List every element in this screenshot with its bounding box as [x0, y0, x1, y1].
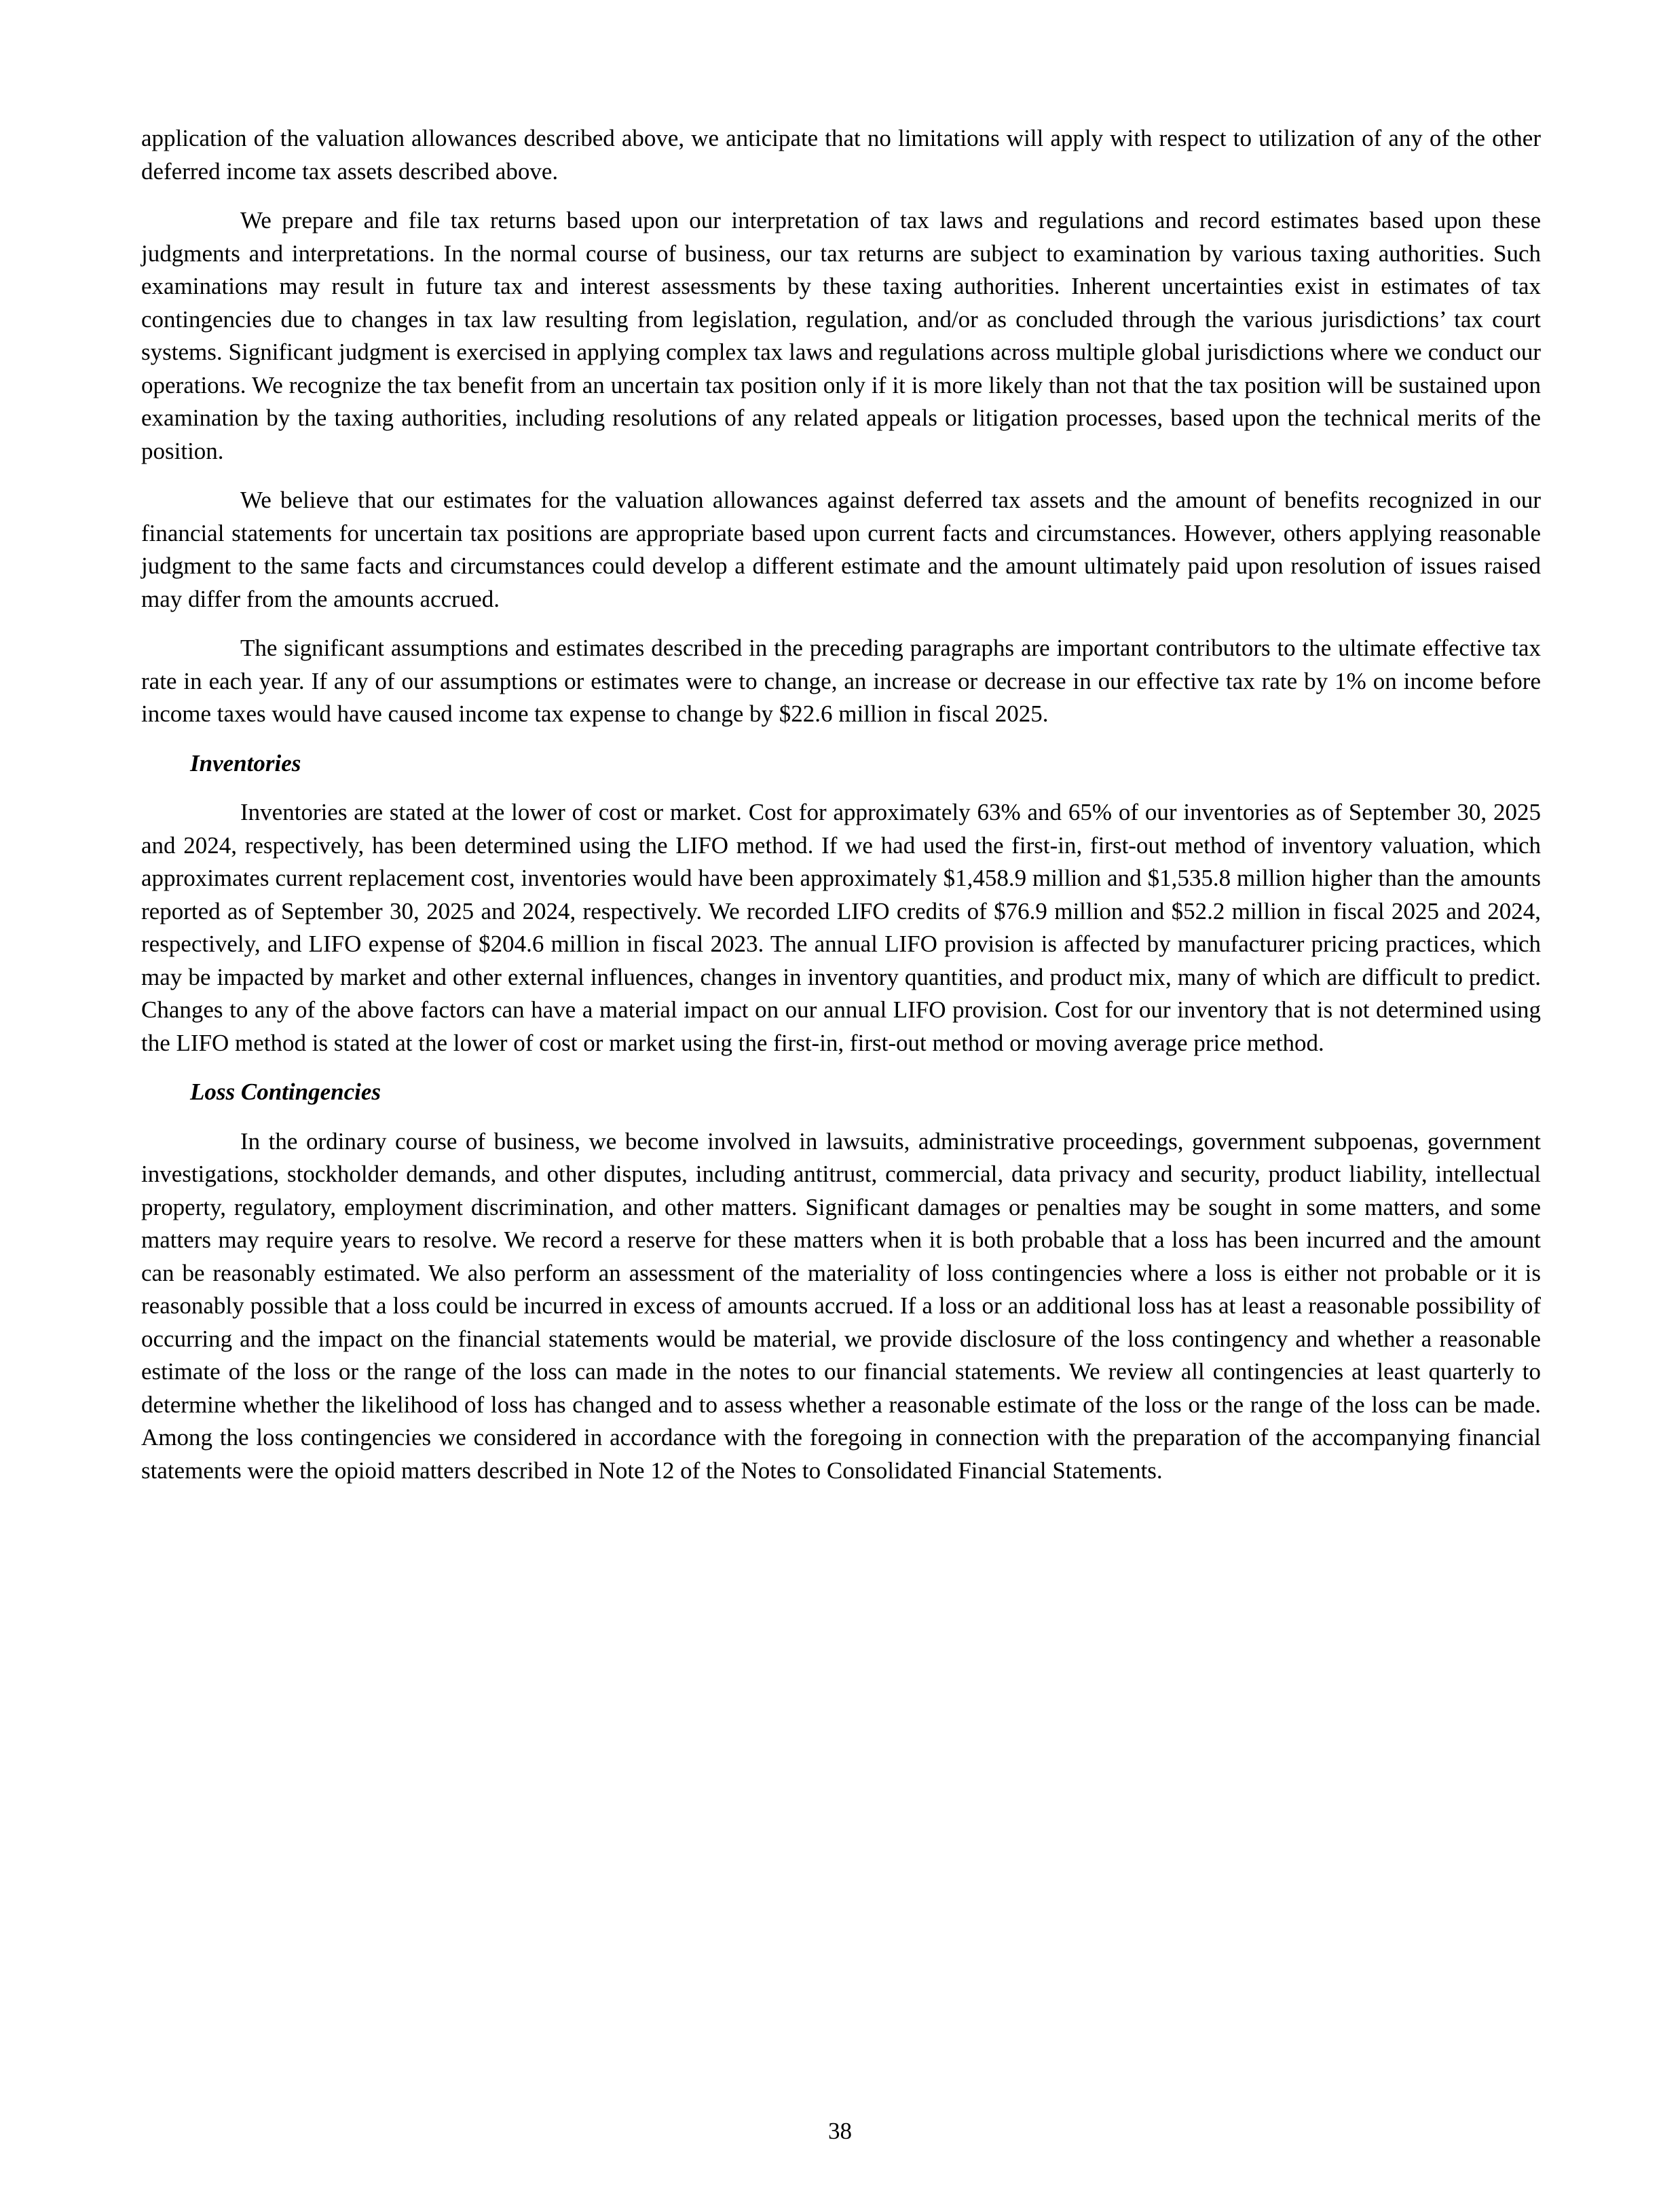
paragraph-loss-contingencies: In the ordinary course of business, we become involved in lawsuits, administrative proceedings, government subpoenas, government investigations, stockholder demands, and other disputes, including antitrust, commercial, data privacy and security, product liability, intellectual property, regulatory, employment discrimination, and other matters. Significant damages or penalties may be sought in some matters, and some matters may require years to resolve. We record a reserve for these matters when it is both probable that a loss has been incurred and the amount can be reasonably estimated. We also perform an assessment of the materiality of loss contingencies where a loss is either not probable or it is reasonably possible that a loss could be incurred in excess of amounts accrued. If a loss or an additional loss has at least a reasonable possibility of occurring and the impact on the financial statements would be material, we provide disclosure of the loss contingency and whether a reasonable estimate of the loss or the range of the loss can made in the notes to our financial statements. We review all contingencies at least quarterly to determine whether the likelihood of loss has changed and to assess whether a reasonable estimate of the loss or the range of the loss can be made. Among the loss contingencies we considered in accordance with the foregoing in connection with the preparation of the accompanying financial statements were the opioid matters described in Note 12 of the Notes to Consolidated Financial Statements.: [141, 1127, 1541, 1484]
heading-loss-contingencies: Loss Contingencies: [190, 1079, 381, 1105]
paragraph-effective-tax-rate: The significant assumptions and estimates described in the preceding paragraphs are important contributors to the ultimate effective tax rate in each year. If any of our assumptions or estimates were to change, an increase or decrease in our effective tax rate by 1% on income before income taxes would have caused income tax expense to change by $22.6 million in fiscal 2025.: [141, 635, 1541, 727]
paragraph-estimates-belief: We believe that our estimates for the valuation allowances against deferred tax assets and the amount of benefits recognized in our financial statements for uncertain tax positions are appropriate based upon current facts and circumstances. However, others applying reasonable judgment to the same facts and circumstances could develop a different estimate and the amount ultimately paid upon resolution of issues raised may differ from the amounts accrued.: [141, 487, 1541, 612]
paragraph-inventories: Inventories are stated at the lower of cost or market. Cost for approximately 63% and 65% of our inventories as of September 30, 2025 and 2024, respectively, has been determined using the LIFO method. If we had used the first-in, first-out method of inventory valuation, which approximates current replacement cost, inventories would have been approximately $1,458.9 million and $1,535.8 million higher than the amounts reported as of September 30, 2025 and 2024, respectively. We recorded LIFO credits of $76.9 million and $52.2 million in fiscal 2025 and 2024, respectively, and LIFO expense of $204.6 million in fiscal 2023. The annual LIFO provision is affected by manufacturer pricing practices, which may be impacted by market and other external influences, changes in inventory quantities, and product mix, many of which are difficult to predict. Changes to any of the above factors can have a material impact on our annual LIFO provision. Cost for our inventory that is not determined using the LIFO method is stated at the lower of cost or market using the first-in, first-out method or moving average price method.: [141, 799, 1541, 1056]
heading-inventories: Inventories: [190, 749, 301, 777]
document-page: [141, 122, 1541, 1503]
paragraph-tax-returns: We prepare and file tax returns based upon our interpretation of tax laws and regulations and record estimates based upon these judgments and interpretations. In the normal course of business, our tax returns are subject to examination by various taxing authorities. Such examinations may result in future tax and interest assessments by these taxing authorities. Inherent uncertainties exist in estimates of tax contingencies due to changes in tax law resulting from legislation, regulation, and/or as concluded through the various jurisdictions’ tax court systems. Significant judgment is exercised in applying complex tax laws and regulations across multiple global jurisdictions where we conduct our operations. We recognize the tax benefit from an uncertain tax position only if it is more likely than not that the tax position will be sustained upon examination by the taxing authorities, including resolutions of any related appeals or litigation processes, based upon the technical merits of the position.: [141, 207, 1541, 464]
page-number: 38: [828, 2118, 852, 2144]
paragraph-valuation-allowance-continuation: application of the valuation allowances described above, we anticipate that no limitations will apply with respect to utilization of any of the other deferred income tax assets described above.: [141, 125, 1541, 185]
